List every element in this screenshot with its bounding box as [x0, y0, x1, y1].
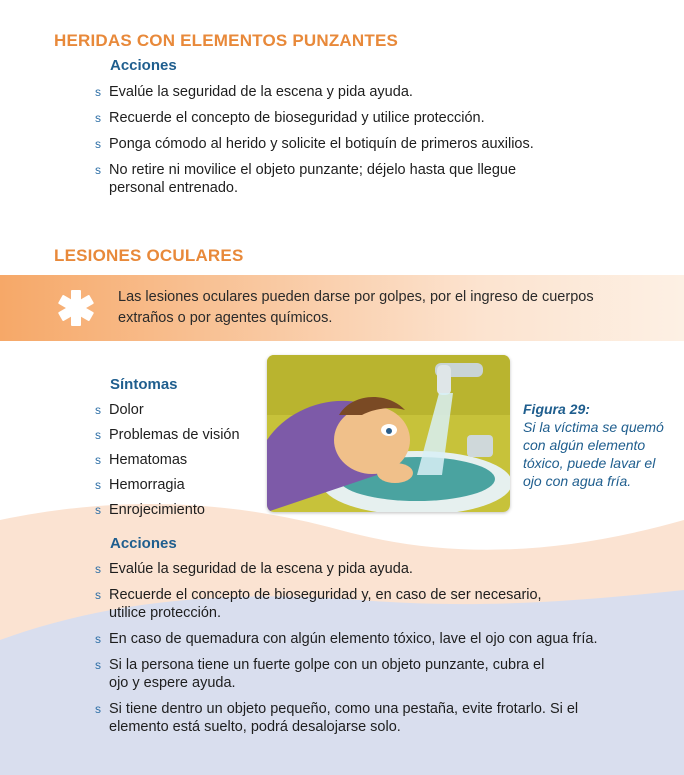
list-item: s Evalúe la seguridad de la escena y pida ayuda. — [95, 84, 413, 100]
list-item: s Ponga cómodo al herido y solicite el botiquín de primeros auxilios. — [95, 136, 534, 152]
bullet-icon: s — [95, 478, 101, 492]
bullet-icon: s — [95, 632, 101, 646]
list-item: s Evalúe la seguridad de la escena y pida ayuda. — [95, 561, 413, 577]
list-item: s Hemorragia — [95, 477, 185, 493]
section-title-heridas: HERIDAS CON ELEMENTOS PUNZANTES — [54, 31, 399, 50]
list-item: s Problemas de visión — [95, 427, 240, 443]
heridas-actions-list — [95, 83, 575, 197]
section-title-lesiones: LESIONES OCULARES — [54, 246, 244, 265]
list-item: s Si la persona tiene un fuerte golpe con un objeto punzante, cubra el ojo y espere ayuda. — [95, 657, 545, 691]
figure-caption — [523, 400, 673, 490]
list-item: s Enrojecimiento — [95, 502, 205, 518]
bullet-icon: s — [95, 562, 101, 576]
symptoms-list — [95, 401, 275, 519]
list-item: s Si tiene dentro un objeto pequeño, como una pestaña, evite frotarlo. Si el elemento está suelto, podrá desalojarse solo. — [95, 701, 579, 735]
bullet-icon: s — [95, 163, 101, 177]
list-item: s Hematomas — [95, 452, 188, 468]
bullet-icon: s — [95, 588, 101, 602]
acciones-heading-2: Acciones — [110, 535, 177, 552]
lesiones-actions-list — [95, 560, 635, 736]
banner-text: Las lesiones oculares pueden darse por golpes, por el ingreso de cuerpos extraños o por agentes químicos. — [118, 289, 594, 326]
bullet-icon: s — [95, 702, 101, 716]
acciones-heading: Acciones — [110, 57, 177, 74]
bullet-icon: s — [95, 137, 101, 151]
list-item: s En caso de quemadura con algún elemento tóxico, lave el ojo con agua fría. — [95, 631, 598, 647]
figure-label: Figura 29: — [523, 401, 590, 417]
figure-caption-text: Si la víctima se quemó con algún elemento tóxico, puede lavar el ojo con agua fría. — [523, 419, 664, 489]
list-item: s No retire ni movilice el objeto punzante; déjelo hasta que llegue personal entrenado. — [95, 162, 517, 196]
bullet-icon: s — [95, 503, 101, 517]
list-item: s Dolor — [95, 402, 144, 418]
list-item: s Recuerde el concepto de bioseguridad y, en caso de ser necesario, utilice protección. — [95, 587, 542, 621]
info-banner — [0, 275, 684, 341]
bullet-icon: s — [95, 658, 101, 672]
bullet-icon: s — [95, 453, 101, 467]
eye-wash-illustration — [267, 355, 510, 512]
bullet-icon: s — [95, 85, 101, 99]
sintomas-heading: Síntomas — [110, 376, 178, 393]
bullet-icon: s — [95, 403, 101, 417]
list-item: s Recuerde el concepto de bioseguridad y utilice protección. — [95, 110, 485, 126]
medical-asterisk-icon — [52, 275, 100, 341]
bullet-icon: s — [95, 428, 101, 442]
bullet-icon: s — [95, 111, 101, 125]
